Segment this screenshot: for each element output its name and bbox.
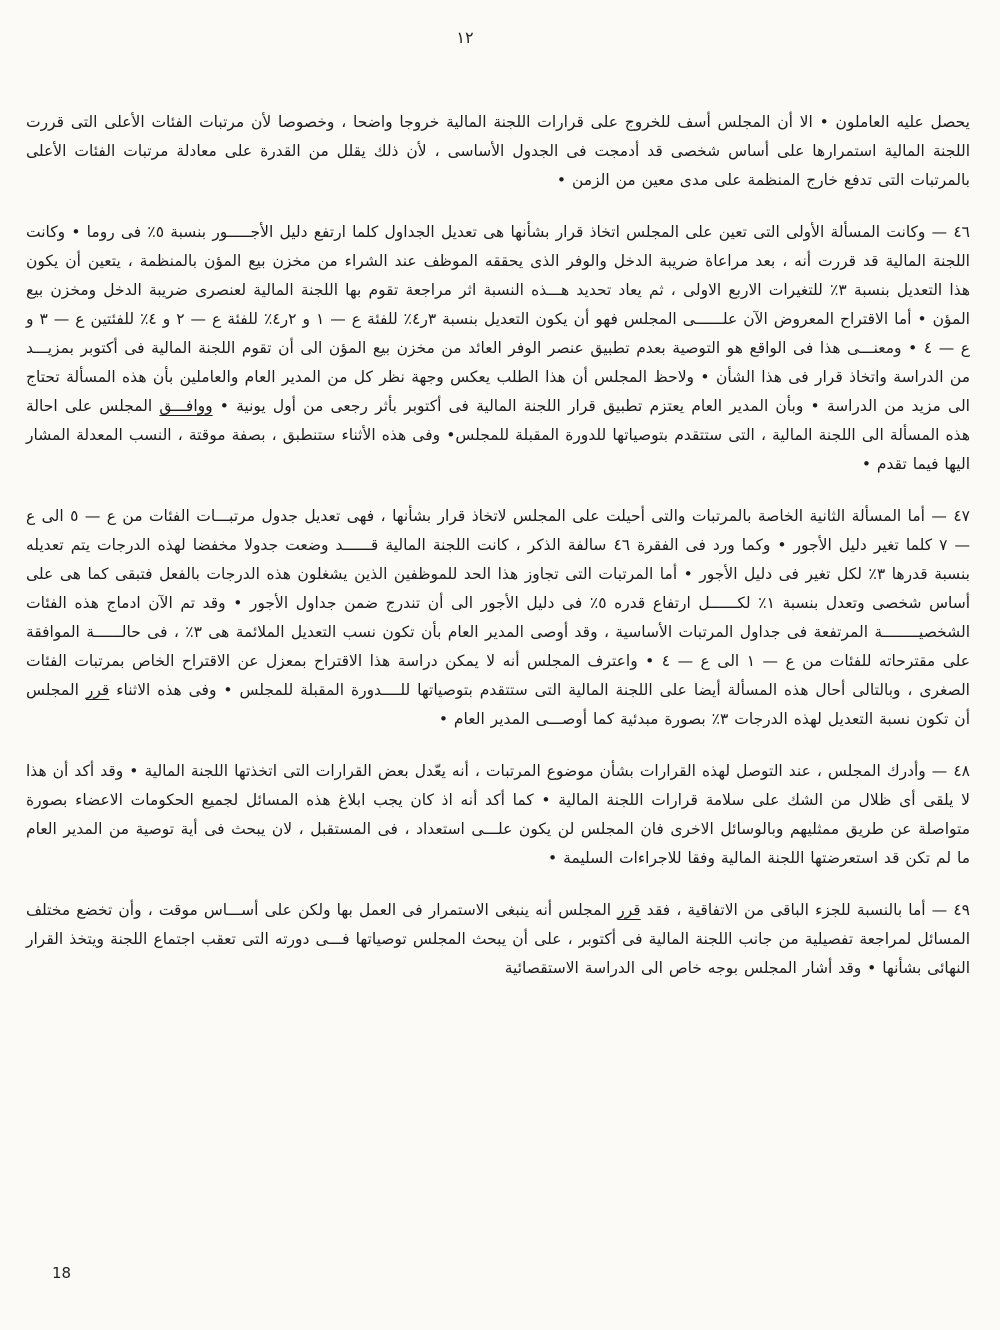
- top-page-number: ١٢: [456, 28, 474, 47]
- text-segment: المجلس أنه ينبغى الاستمرار فى العمل بها ولكن على أســـاس موقت ، وأن تخضع مختلف المسائل لمراجعة تفصيلية من جانب اللجنة المالية فى أكتوبر ، على أن يبحث المجلس توصياتها فـــى دورته التى تعقب اجتماع اللجنة ويتخذ القرار النهائى بشأنها • وقد أشار المجلس بوجه خاص الى الدراسة الاستقصائية: [26, 901, 970, 977]
- bottom-page-number: 18: [52, 1264, 72, 1282]
- text-segment: ٤٨ — وأدرك المجلس ، عند التوصل لهذه القرارات بشأن موضوع المرتبات ، أنه يعّدل بعض القرارات التى اتخذتها اللجنة المالية • وقد أكد أن هذا لا يلقى أى ظلال من الشك على سلامة قرارات اللجنة المالية • كما أكد أنه اذ كان يجب ابلاغ هذه المسائل لجميع الحكومات الاعضاء بصورة متواصلة عن طريق ممثليهم وبالوسائل الاخرى فان المجلس لن يكون علـــى استعداد ، فى المستقبل ، لان يبحث فى أية توصية من المدير العام ما لم تكن قد استعرضتها اللجنة المالية وفقا للاجراءات السليمة •: [26, 762, 970, 867]
- text-segment: ٤٦ — وكانت المسألة الأولى التى تعين على المجلس اتخاذ قرار بشأنها هى تعديل الجداول كلما ارتفع دليل الأجـــــور بنسبة ٥٪ فى روما • وكانت اللجنة المالية قد قررت أنه ، بعد مراعاة ضريبة الدخل والوفر الذى يحققه الموظف عند الشراء من مخزن بيع المؤن بالمنظمة ، يتعين أن يكون هذا التعديل بنسبة ٣٪ للتغيرات الاربع الاولى ، ثم يعاد تحديد هـــذه النسبة اثر مراجعة تقوم بها اللجنة المالية لعنصرى ضريبة الدخل ومخزن بيع المؤن • أما الاقتراح المعروض الآن علــــــى المجلس فهو أن يكون التعديل بنسبة ٣ر٤٪ للفئة ع — ١ و ٢ر٤٪ للفئة ع — ٢ و ٤٪ للفئتين ع — ٣ و ع — ٤ • ومعنـــى هذا فى الواقع هو التوصية بعدم تطبيق عنصر الوفر العائد من مخزن بيع المؤن الى أن تقوم اللجنة المالية فى أكتوبر بمزيـــد من الدراسة واتخاذ قرار فى هذا الشأن • ولاحظ المجلس أن هذا الطلب يعكس وجهة نظر كل من المدير العام والعاملين بأن هذه المسألة تحتاج الى مزيد من الدراسة • وبأن المدير العام يعتزم تطبيق قرار اللجنة المالية فى أكتوبر بأثر رجعى من أول يونية •: [26, 223, 971, 415]
- document-body: [26, 108, 970, 1006]
- underlined-text: ووافـــق: [159, 397, 213, 415]
- paragraph: [26, 757, 970, 873]
- underlined-text: قرر: [85, 681, 110, 699]
- paragraph: [26, 896, 970, 983]
- text-segment: المجلس على احالة هذه المسألة الى اللجنة المالية ، التى ستتقدم بتوصياتها للدورة المقبلة للمجلس• وفى هذه الأثناء ستنطبق ، بصفة موقتة ، النسب المعدلة المشار اليها فيما تقدم •: [26, 397, 970, 473]
- paragraph: [26, 108, 970, 195]
- text-segment: المجلس أن تكون نسبة التعديل لهذه الدرجات ٣٪ بصورة مبدئية كما أوصـــى المدير العام •: [26, 681, 970, 728]
- paragraph: [26, 218, 970, 479]
- text-segment: ٤٧ — أما المسألة الثانية الخاصة بالمرتبات والتى أحيلت على المجلس لاتخاذ قرار بشأنها ، فهى تعديل جدول مرتبـــات الفئات من ع — ٥ الى ع — ٧ كلما تغير دليل الأجور • وكما ورد فى الفقرة ٤٦ سالفة الذكر ، كانت اللجنة المالية قــــــد وضعت جدولا مخفضا لهذه الدرجات يتم تعديله بنسبة قدرها ٣٪ لكل تغير فى دليل الأجور • أما المرتبات التى تجاوز هذا الحد للموظفين الذين يشغلون هذه الدرجات بالفعل فتبقى كما هى على أساس شخصى وتعدل بنسبة ١٪ لكــــــل ارتفاع قدره ٥٪ فى دليل الأجور الى أن تندرج ضمن جداول الأجور • وقد تم الآن ادماج هذه الفئات الشخصيــــــــة المرتفعة فى جداول المرتبات الأساسية ، وقد أوصى المدير العام بأن تكون نسب التعديل الملائمة هى ٣٪ ، فى حالــــــة الموافقة على مقترحاته للفئات من ع — ١ الى ع — ٤ • واعترف المجلس أنه لا يمكن دراسة هذا الاقتراح بمعزل عن الاقتراح الخاص بمرتبات الفئات الصغرى ، وبالتالى أحال هذه المسألة أيضا على اللجنة المالية التى ستتقدم بتوصياتها للــــدورة المقبلة للمجلس • وفى هذه الاثناء: [26, 507, 971, 699]
- underlined-text: قرر: [617, 901, 641, 919]
- paragraph: [26, 502, 970, 734]
- text-segment: ٤٩ — أما بالنسبة للجزء الباقى من الاتفاقية ، فقد: [640, 901, 970, 919]
- text-segment: يحصل عليه العاملون • الا أن المجلس أسف للخروج على قرارات اللجنة المالية خروجا واضحا ، وخصوصا لأن مرتبات الفئات الأعلى التى قررت اللجنة المالية استمرارها على أساس شخصى قد أدمجت فى الجدول الأساسى ، لأن ذلك يقلل من القدرة على معادلة مرتبات الفئات الأعلى بالمرتبات التى تدفع خارج المنظمة على مدى معين من الزمن •: [26, 113, 970, 189]
